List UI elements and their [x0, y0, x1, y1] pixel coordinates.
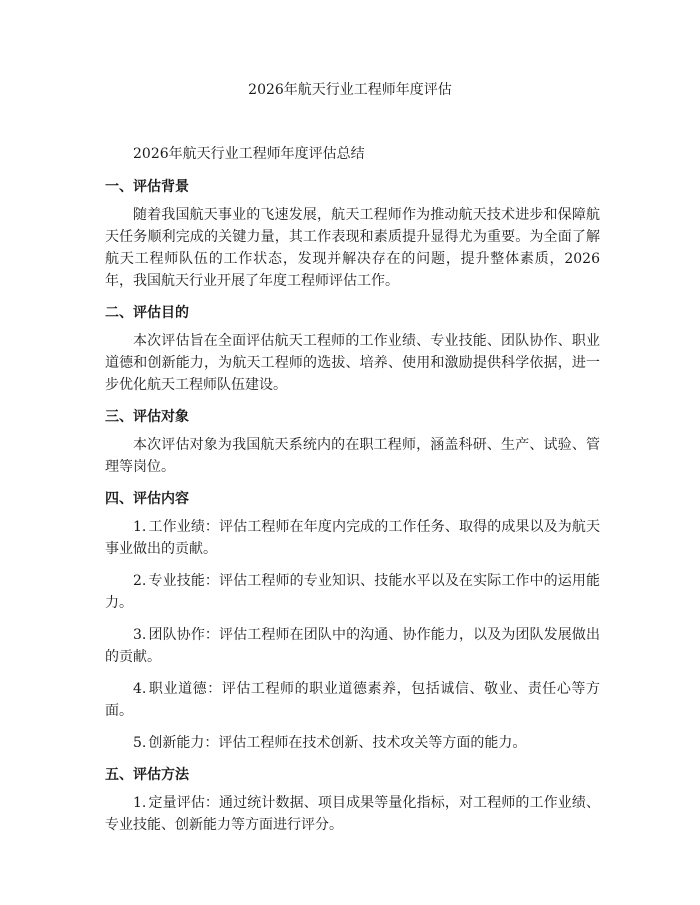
section-paragraph: 本次评估对象为我国航天系统内的在职工程师，涵盖科研、生产、试验、管理等岗位。 — [105, 437, 600, 475]
list-item-text: 定量评估：通过统计数据、项目成果等量化指标，对工程师的工作业绩、专业技能、创新能力等方面进行评分。 — [105, 795, 600, 833]
list-item — [105, 732, 600, 754]
section-heading: 一、评估背景 — [105, 179, 189, 195]
section-heading: 五、评估方法 — [105, 767, 189, 783]
section-background — [105, 176, 600, 292]
section-subjects — [105, 406, 600, 478]
list-item — [105, 792, 600, 836]
section-methods — [105, 764, 600, 836]
section-paragraph: 本次评估旨在全面评估航天工程师的工作业绩、专业技能、团队协作、职业道德和创新能力，为航天工程师的选拔、培养、使用和激励提供科学依据，进一步优化航天工程师队伍建设。 — [105, 333, 600, 393]
section-content — [105, 488, 600, 754]
list-item-text: 创新能力：评估工程师在技术创新、技术攻关等方面的能力。 — [148, 735, 527, 751]
list-item-number: 1. — [133, 519, 147, 535]
list-item-text: 工作业绩：评估工程师在年度内完成的工作任务、取得的成果以及为航天事业做出的贡献。 — [105, 519, 600, 557]
section-heading: 二、评估目的 — [105, 305, 189, 321]
section-purpose — [105, 302, 600, 396]
section-heading: 三、评估对象 — [105, 409, 189, 425]
list-item-text: 专业技能：评估工程师的专业知识、技能水平以及在实际工作中的运用能力。 — [105, 573, 600, 611]
list-item — [105, 624, 600, 668]
list-item-number: 4. — [133, 681, 147, 697]
section-heading: 四、评估内容 — [105, 491, 189, 507]
list-item-number: 5. — [133, 735, 147, 751]
list-item — [105, 570, 600, 614]
list-item-text: 职业道德：评估工程师的职业道德素养，包括诚信、敬业、责任心等方面。 — [105, 681, 600, 719]
list-item — [105, 678, 600, 722]
list-item-number: 2. — [133, 573, 147, 589]
document-body — [105, 142, 600, 846]
document-title: 2026年航天行业工程师年度评估 — [248, 82, 452, 98]
list-item-number: 1. — [133, 795, 147, 811]
list-item — [105, 516, 600, 560]
document-subtitle: 2026年航天行业工程师年度评估总结 — [133, 146, 365, 162]
list-item-text: 团队协作：评估工程师在团队中的沟通、协作能力，以及为团队发展做出的贡献。 — [105, 627, 600, 665]
list-item-number: 3. — [133, 627, 147, 643]
section-paragraph: 随着我国航天事业的飞速发展，航天工程师作为推动航天技术进步和保障航天任务顺利完成的关键力量，其工作表现和素质提升显得尤为重要。为全面了解航天工程师队伍的工作状态，发现并解决存在的问题，提升整体素质，2026年，我国航天行业开展了年度工程师评估工作。 — [105, 207, 600, 289]
